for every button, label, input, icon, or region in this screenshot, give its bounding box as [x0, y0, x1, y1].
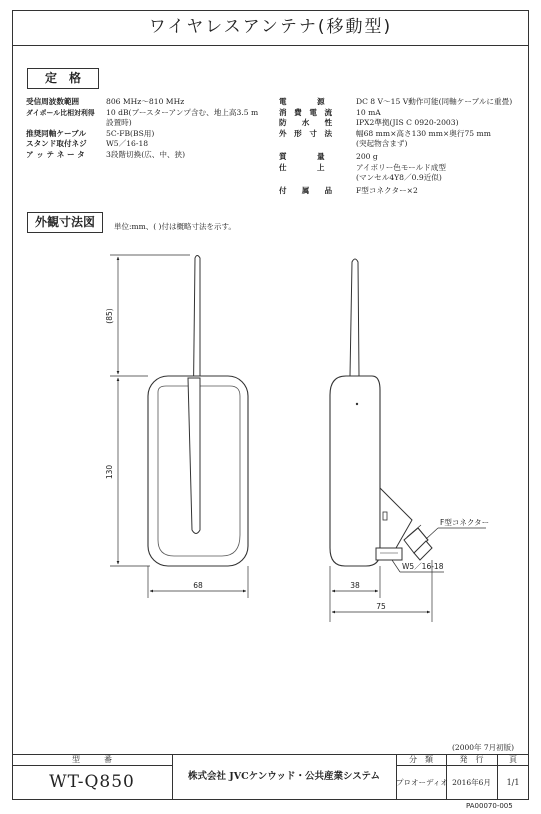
dimensions-note: 単位:mm、( )付は概略寸法を示す。: [114, 222, 236, 231]
stand-mount: [376, 548, 402, 560]
front-view: [148, 256, 248, 567]
dim-label-depth-body: 38: [350, 581, 360, 590]
spec-value: 3段階切換(広、中、狭): [106, 149, 186, 159]
antenna-rod-side: [350, 259, 359, 376]
spec-key: 仕 上: [279, 162, 325, 172]
spec-key: ア ッ テ ネ ー タ: [26, 149, 85, 159]
spec-key: 消 費 電 流: [279, 107, 333, 117]
issue-header: 発 行: [459, 755, 484, 764]
spec-key: 防 水 性: [279, 118, 333, 127]
spec-section-heading: 定 格: [27, 68, 99, 89]
spec-value: IPX2準拠(JIS C 0920-2003): [356, 118, 459, 127]
dim-label-width: 68: [193, 581, 203, 590]
spec-key: 受信周波数範囲: [26, 97, 80, 106]
spec-key: 付 属 品: [279, 186, 333, 195]
company-name: 株式会社 JVCケンウッド・公共産業システム: [187, 771, 381, 782]
spec-value: F型コネクター×2: [356, 186, 418, 195]
footer-table: [12, 754, 529, 800]
document-title: ワイヤレスアンテナ(移動型): [12, 10, 529, 46]
category-value: プロオーディオ: [396, 778, 448, 787]
dim-label-antenna: (85): [105, 308, 114, 324]
thread-label: W5／16-18: [402, 562, 444, 571]
dimensions-section-heading: 外観寸法図: [27, 212, 103, 233]
spec-value: (突起物含まず): [356, 139, 408, 148]
model-number: WT-Q850: [49, 772, 135, 792]
spec-value: 806 MHz～810 MHz: [106, 97, 185, 106]
spec-value: 10 dB(ブースターアンプ含む、地上高3.5 m: [106, 107, 259, 117]
spec-key: 質 量: [279, 152, 325, 161]
dim-label-depth-total: 75: [376, 602, 386, 611]
spec-value: 幅68 mm×高さ130 mm×奥行75 mm: [356, 128, 491, 138]
spec-value: 200 g: [356, 152, 378, 161]
spec-value: (マンセル4Y8／0.9近似): [356, 173, 442, 182]
spec-value: 5C-FB(BS用): [106, 128, 155, 138]
spec-key: 外 形 寸 法: [279, 128, 333, 138]
spec-key: スタンド取付ネジ: [26, 139, 87, 148]
category-header: 分 類: [409, 755, 433, 764]
model-header: 型 番: [72, 755, 112, 764]
document-code: PA00070-005: [466, 802, 513, 810]
spec-key: ダイポール比相対利得: [26, 108, 95, 117]
spec-key: 推奨同軸ケーブル: [26, 128, 87, 138]
spec-value: W5／16-18: [106, 139, 149, 148]
spec-value: 10 mA: [356, 107, 381, 117]
edition-note: (2000年 7月初版): [452, 743, 515, 752]
side-view: [330, 259, 432, 566]
connector-label: F型コネクター: [440, 518, 490, 527]
page-number: 1/1: [506, 778, 520, 787]
indicator-dot: [356, 403, 358, 405]
spec-value: アイボリー色モールド成型: [356, 162, 446, 172]
spec-value: 設置時): [106, 118, 132, 127]
leader-thread: [392, 560, 400, 572]
spec-value: DC 8 V～15 V動作可能(同軸ケーブルに重畳): [356, 97, 513, 106]
leader-connector: [426, 528, 438, 539]
dim-label-body: 130: [105, 464, 114, 480]
page-header: 頁: [509, 755, 517, 764]
spec-key: 電 源: [279, 97, 325, 106]
issue-date: 2016年6月: [452, 778, 491, 787]
antenna-body-side: [330, 376, 380, 566]
